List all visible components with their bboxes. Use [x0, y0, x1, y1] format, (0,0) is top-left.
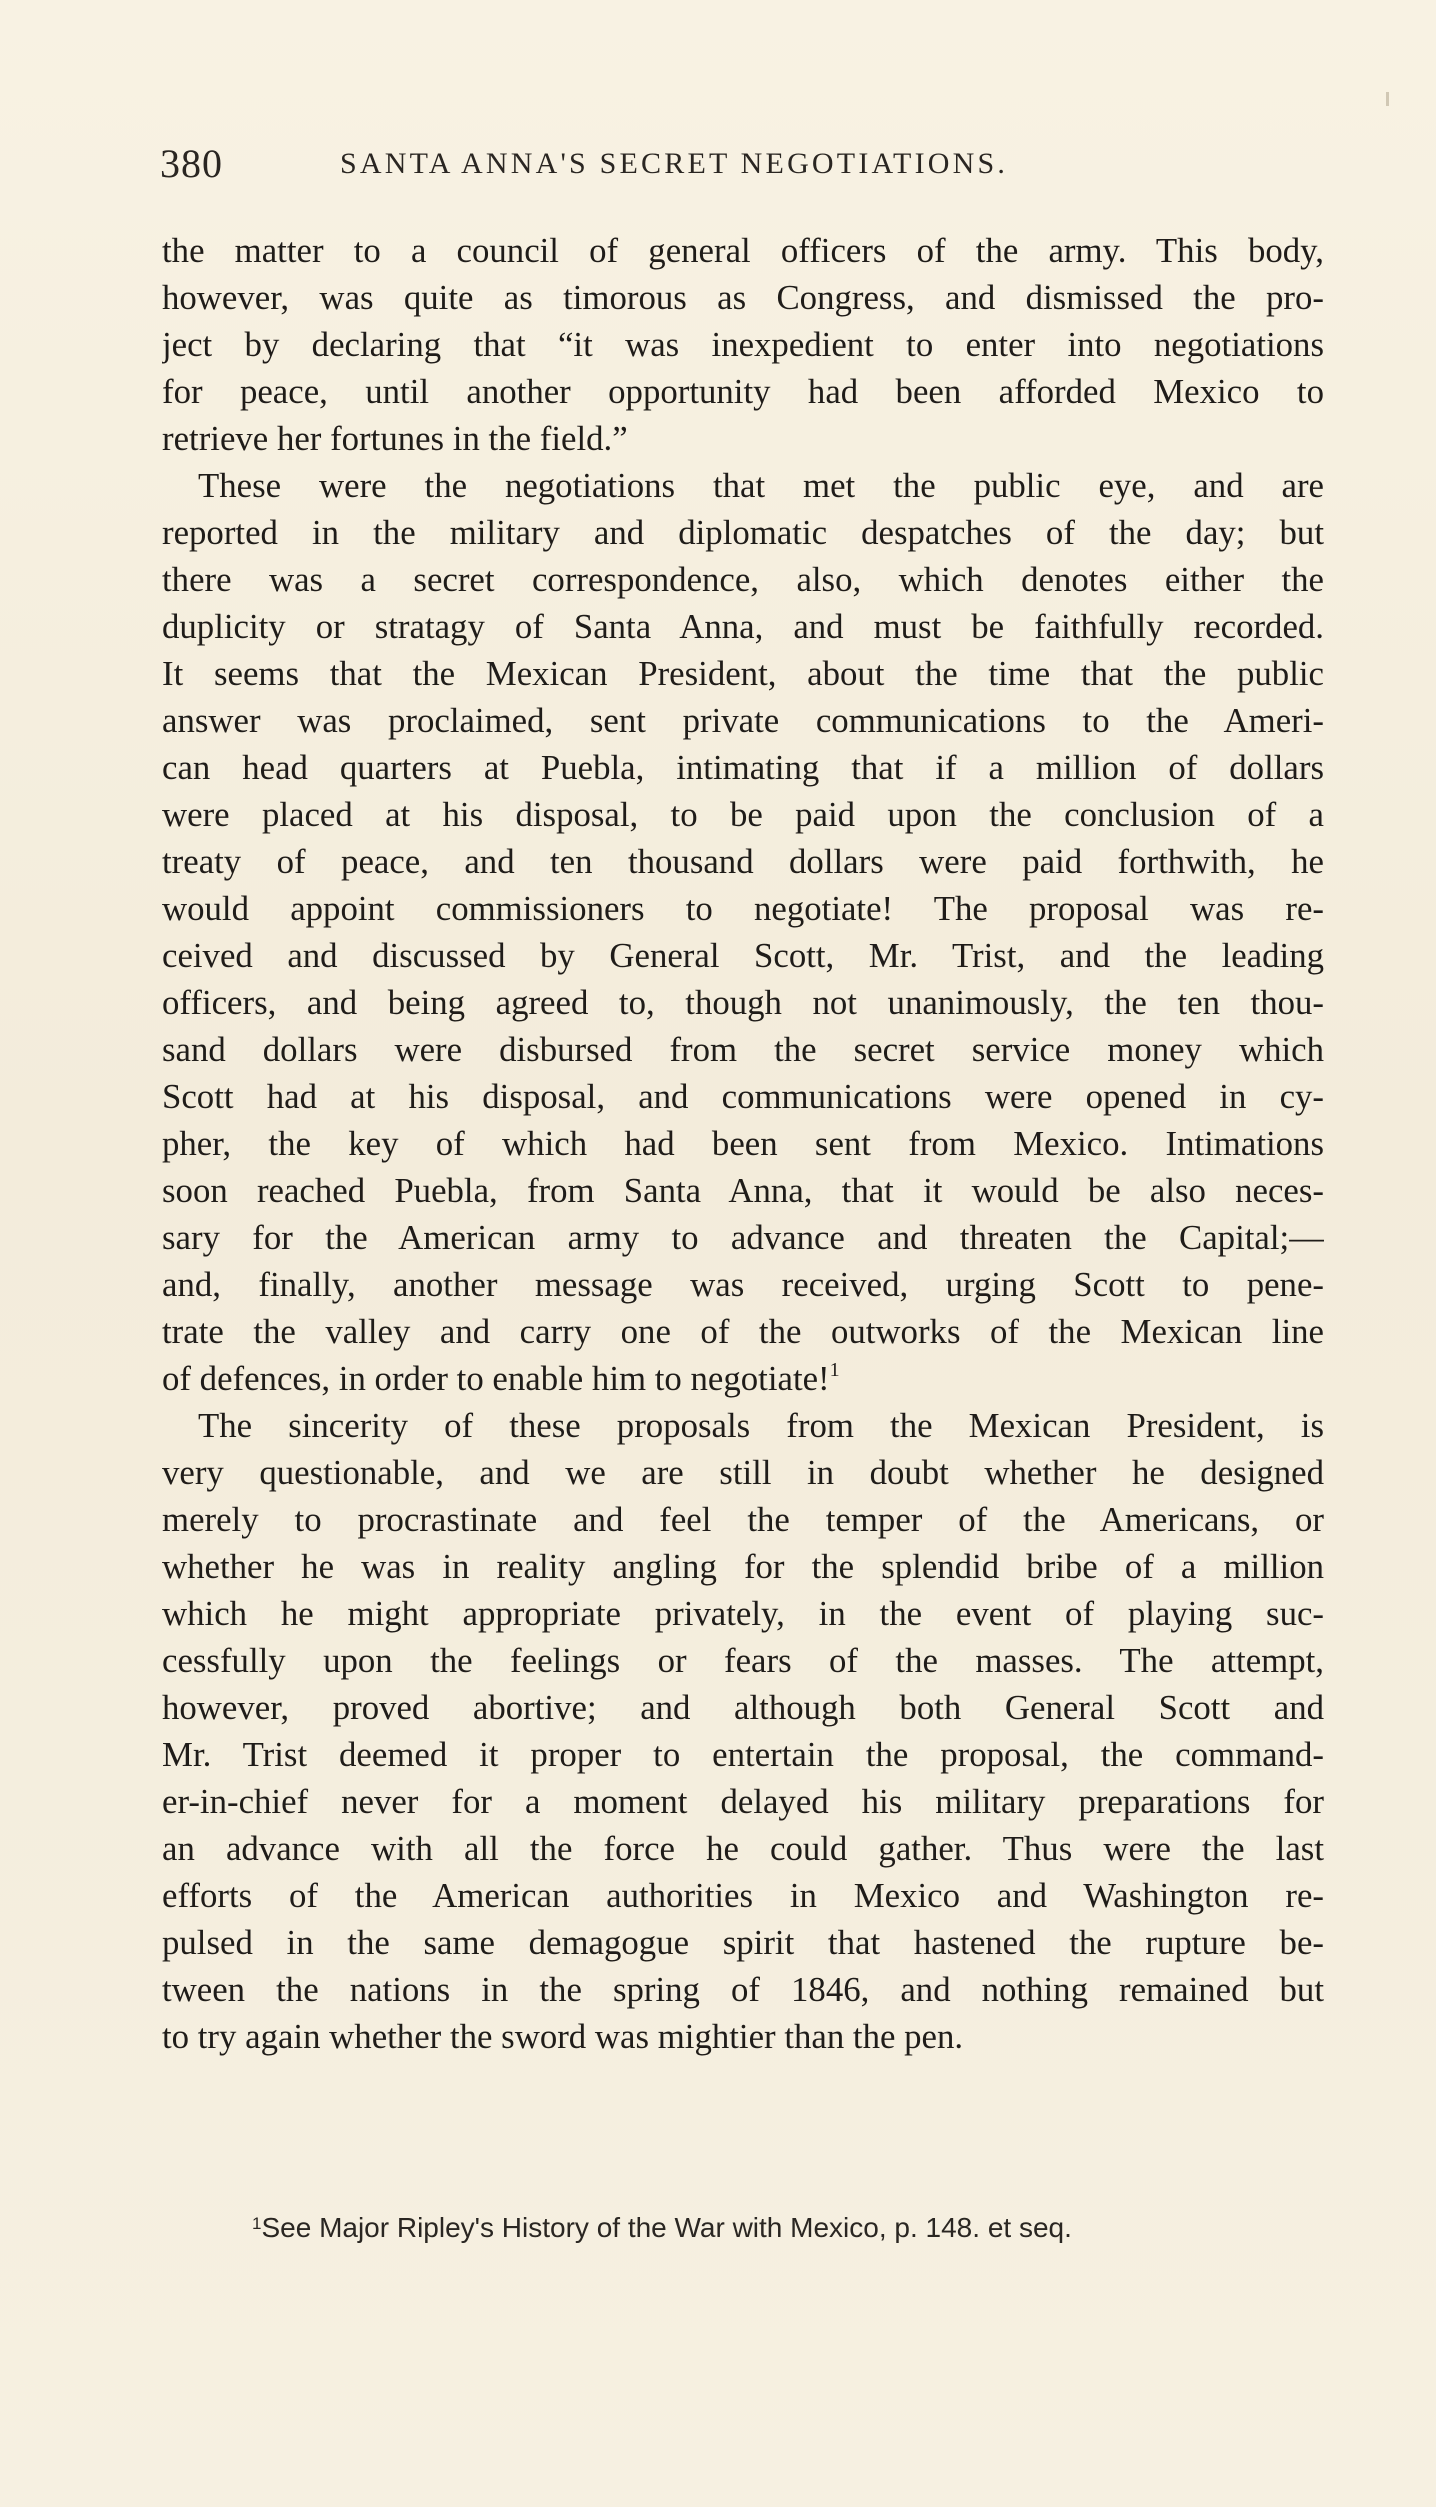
footnote-text: See Major Ripley's History of the War with Mexico, p. 148. et seq.: [261, 2212, 1072, 2243]
text-line: would appoint commissioners to negotiate! The proposal was re-: [162, 889, 1324, 928]
text-line: duplicity or stratagy of Santa Anna, and must be faithfully recorded.: [162, 607, 1324, 646]
text-line: however, was quite as timorous as Congress, and dismissed the pro-: [162, 278, 1324, 317]
text-line: efforts of the American authorities in Mexico and Washington re-: [162, 1876, 1324, 1915]
text-line: sand dollars were disbursed from the secret service money which: [162, 1030, 1324, 1069]
text-line: were placed at his disposal, to be paid upon the conclusion of a: [162, 795, 1324, 834]
footnote: [252, 2212, 1072, 2244]
text-line: pulsed in the same demagogue spirit that hastened the rupture be-: [162, 1923, 1324, 1962]
text-line: cessfully upon the feelings or fears of the masses. The attempt,: [162, 1641, 1324, 1680]
text-line: merely to procrastinate and feel the temper of the Americans, or: [162, 1500, 1324, 1539]
text-line-content: of defences, in order to enable him to negotiate!: [162, 1359, 830, 1398]
text-line: soon reached Puebla, from Santa Anna, that it would be also neces-: [162, 1171, 1324, 1210]
paragraph-start-line: These were the negotiations that met the public eye, and are: [198, 466, 1324, 505]
text-line: an advance with all the force he could gather. Thus were the last: [162, 1829, 1324, 1868]
text-line: ject by declaring that “it was inexpedient to enter into negotiations: [162, 325, 1324, 364]
text-line: for peace, until another opportunity had been afforded Mexico to: [162, 372, 1324, 411]
text-line: Scott had at his disposal, and communications were opened in cy-: [162, 1077, 1324, 1116]
text-line: tween the nations in the spring of 1846, and nothing remained but: [162, 1970, 1324, 2009]
text-line: which he might appropriate privately, in the event of playing suc-: [162, 1594, 1324, 1633]
text-line: answer was proclaimed, sent private communications to the Ameri-: [162, 701, 1324, 740]
text-line: ceived and discussed by General Scott, Mr. Trist, and the leading: [162, 936, 1324, 975]
text-line: however, proved abortive; and although both General Scott and: [162, 1688, 1324, 1727]
text-line: very questionable, and we are still in doubt whether he designed: [162, 1453, 1324, 1492]
text-line: pher, the key of which had been sent from Mexico. Intimations: [162, 1124, 1324, 1163]
page-number: 380: [160, 141, 223, 186]
text-line: trate the valley and carry one of the outworks of the Mexican line: [162, 1312, 1324, 1351]
text-line: retrieve her fortunes in the field.”: [162, 419, 628, 458]
text-line: It seems that the Mexican President, about the time that the public: [162, 654, 1324, 693]
text-line: to try again whether the sword was mightier than the pen.: [162, 2017, 964, 2056]
footnote-ref: 1: [829, 1359, 840, 1381]
page-speck: [1386, 92, 1389, 106]
paragraph-start-line: The sincerity of these proposals from the Mexican President, is: [198, 1406, 1324, 1445]
running-head: SANTA ANNA'S SECRET NEGOTIATIONS.: [340, 147, 1009, 180]
text-line: treaty of peace, and ten thousand dollars were paid forthwith, he: [162, 842, 1324, 881]
text-line: there was a secret correspondence, also, which denotes either the: [162, 560, 1324, 599]
text-line: officers, and being agreed to, though not unanimously, the ten thou-: [162, 983, 1324, 1022]
text-line: the matter to a council of general officers of the army. This body,: [162, 231, 1324, 270]
body-text: [162, 227, 1324, 2060]
text-line: Mr. Trist deemed it proper to entertain the proposal, the command-: [162, 1735, 1324, 1774]
text-line: whether he was in reality angling for the splendid bribe of a million: [162, 1547, 1324, 1586]
text-line: can head quarters at Puebla, intimating that if a million of dollars: [162, 748, 1324, 787]
footnote-mark: 1: [252, 2214, 262, 2233]
text-line: reported in the military and diplomatic despatches of the day; but: [162, 513, 1324, 552]
text-line: sary for the American army to advance and threaten the Capital;—: [162, 1218, 1324, 1257]
text-line-with-footnote-ref: [162, 1355, 1324, 1402]
text-line: er-in-chief never for a moment delayed his military preparations for: [162, 1782, 1324, 1821]
text-line: and, finally, another message was received, urging Scott to pene-: [162, 1265, 1324, 1304]
